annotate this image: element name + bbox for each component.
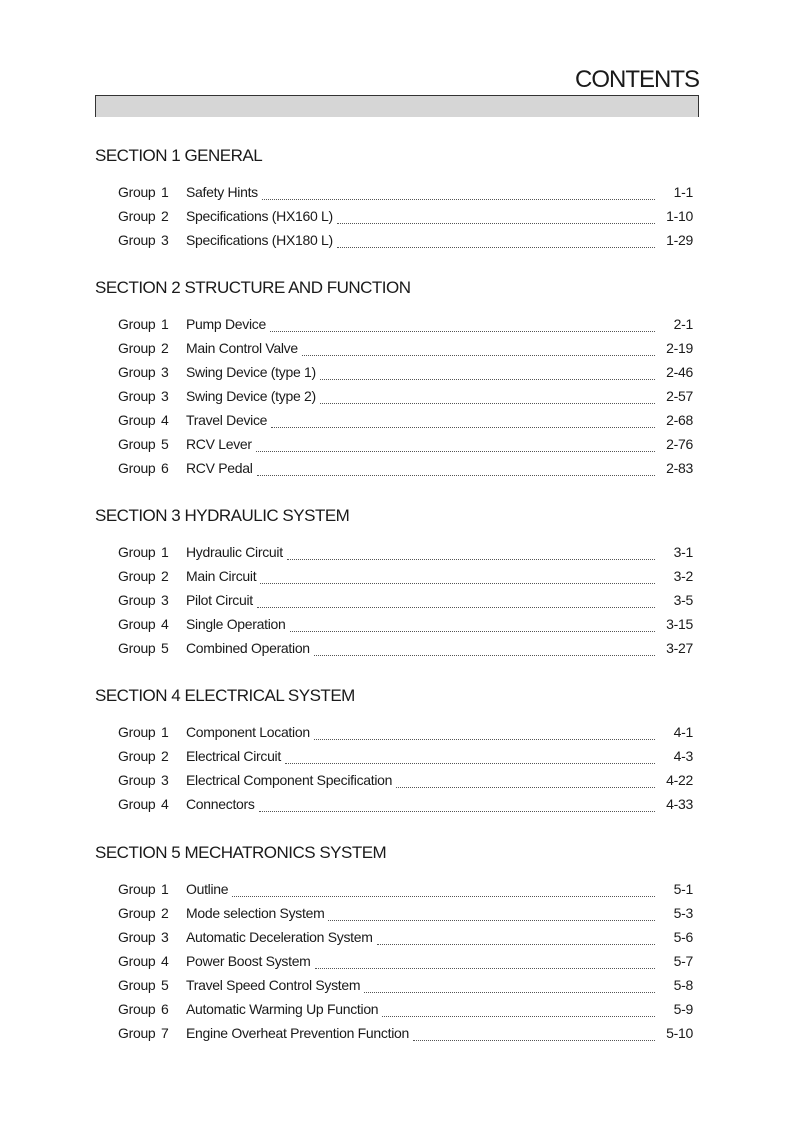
group-label: Group bbox=[118, 1001, 156, 1017]
dot-leader bbox=[364, 991, 655, 993]
group-label: Group bbox=[118, 929, 156, 945]
group-label: Group bbox=[118, 905, 156, 921]
page-number: 3-1 bbox=[673, 544, 693, 560]
section-heading: SECTION 3 HYDRAULIC SYSTEM bbox=[95, 506, 350, 525]
dot-leader bbox=[302, 354, 655, 356]
dot-leader bbox=[314, 738, 655, 740]
toc-entry[interactable] bbox=[118, 388, 693, 408]
toc-entry[interactable] bbox=[118, 208, 693, 228]
group-title: Electrical Circuit bbox=[186, 748, 281, 764]
page-number: 3-5 bbox=[673, 592, 693, 608]
group-title: RCV Pedal bbox=[186, 460, 253, 476]
dot-leader bbox=[337, 222, 655, 224]
toc-entry[interactable] bbox=[118, 1001, 693, 1021]
page-number: 5-3 bbox=[673, 905, 693, 921]
dot-leader bbox=[377, 943, 655, 945]
toc-entry[interactable] bbox=[118, 724, 693, 744]
page-number: 4-33 bbox=[666, 796, 693, 812]
group-label: Group bbox=[118, 977, 156, 993]
toc-entry[interactable] bbox=[118, 436, 693, 456]
toc-entry[interactable] bbox=[118, 340, 693, 360]
dot-leader bbox=[382, 1015, 655, 1017]
group-title: Single Operation bbox=[186, 616, 286, 632]
group-number: 2 bbox=[161, 748, 169, 764]
group-title: Swing Device (type 1) bbox=[186, 364, 316, 380]
group-title: Swing Device (type 2) bbox=[186, 388, 316, 404]
toc-entry[interactable] bbox=[118, 640, 693, 660]
group-number: 3 bbox=[161, 592, 169, 608]
dot-leader bbox=[315, 967, 655, 969]
group-label: Group bbox=[118, 616, 156, 632]
group-label: Group bbox=[118, 316, 156, 332]
dot-leader bbox=[232, 895, 655, 897]
page-number: 1-29 bbox=[666, 232, 693, 248]
group-title: RCV Lever bbox=[186, 436, 252, 452]
page-title: CONTENTS bbox=[575, 66, 699, 93]
toc-entry[interactable] bbox=[118, 905, 693, 925]
toc-entry[interactable] bbox=[118, 929, 693, 949]
dot-leader bbox=[262, 198, 655, 200]
dot-leader bbox=[396, 786, 655, 788]
page-number: 2-68 bbox=[666, 412, 693, 428]
group-number: 3 bbox=[161, 232, 169, 248]
page-number: 3-2 bbox=[673, 568, 693, 584]
page-number: 4-3 bbox=[673, 748, 693, 764]
group-label: Group bbox=[118, 1025, 156, 1041]
page-number: 1-10 bbox=[666, 208, 693, 224]
group-title: Mode selection System bbox=[186, 905, 325, 921]
group-number: 4 bbox=[161, 412, 169, 428]
group-number: 1 bbox=[161, 881, 169, 897]
group-title: Pump Device bbox=[186, 316, 266, 332]
page-number: 2-83 bbox=[666, 460, 693, 476]
page-number: 2-1 bbox=[673, 316, 693, 332]
page-number: 1-1 bbox=[673, 184, 693, 200]
toc-entry[interactable] bbox=[118, 412, 693, 432]
toc-entry[interactable] bbox=[118, 568, 693, 588]
section-heading: SECTION 2 STRUCTURE AND FUNCTION bbox=[95, 278, 411, 297]
dot-leader bbox=[285, 762, 655, 764]
group-label: Group bbox=[118, 460, 156, 476]
dot-leader bbox=[257, 474, 655, 476]
group-number: 6 bbox=[161, 1001, 169, 1017]
dot-leader bbox=[271, 426, 655, 428]
group-label: Group bbox=[118, 592, 156, 608]
group-label: Group bbox=[118, 340, 156, 356]
group-number: 2 bbox=[161, 568, 169, 584]
toc-entry[interactable] bbox=[118, 1025, 693, 1045]
group-number: 4 bbox=[161, 616, 169, 632]
toc-entry[interactable] bbox=[118, 184, 693, 204]
group-title: Main Control Valve bbox=[186, 340, 298, 356]
page-number: 4-22 bbox=[666, 772, 693, 788]
group-label: Group bbox=[118, 881, 156, 897]
toc-entry[interactable] bbox=[118, 772, 693, 792]
group-label: Group bbox=[118, 640, 156, 656]
group-number: 2 bbox=[161, 905, 169, 921]
dot-leader bbox=[290, 630, 656, 632]
page-number: 3-27 bbox=[666, 640, 693, 656]
toc-entry[interactable] bbox=[118, 544, 693, 564]
group-number: 6 bbox=[161, 460, 169, 476]
toc-entry[interactable] bbox=[118, 460, 693, 480]
dot-leader bbox=[337, 246, 655, 248]
dot-leader bbox=[259, 810, 655, 812]
page-number: 3-15 bbox=[666, 616, 693, 632]
group-label: Group bbox=[118, 724, 156, 740]
group-number: 5 bbox=[161, 640, 169, 656]
group-label: Group bbox=[118, 208, 156, 224]
group-number: 7 bbox=[161, 1025, 169, 1041]
group-number: 3 bbox=[161, 364, 169, 380]
dot-leader bbox=[260, 582, 655, 584]
group-label: Group bbox=[118, 544, 156, 560]
page-number: 5-1 bbox=[673, 881, 693, 897]
group-label: Group bbox=[118, 436, 156, 452]
group-title: Hydraulic Circuit bbox=[186, 544, 283, 560]
section-heading: SECTION 1 GENERAL bbox=[95, 146, 263, 165]
dot-leader bbox=[314, 654, 655, 656]
group-number: 2 bbox=[161, 340, 169, 356]
group-title: Specifications (HX160 L) bbox=[186, 208, 333, 224]
group-number: 3 bbox=[161, 388, 169, 404]
group-title: Main Circuit bbox=[186, 568, 257, 584]
group-title: Electrical Component Specification bbox=[186, 772, 393, 788]
toc-entry[interactable] bbox=[118, 364, 693, 384]
group-title: Power Boost System bbox=[186, 953, 311, 969]
group-number: 1 bbox=[161, 544, 169, 560]
toc-entry[interactable] bbox=[118, 616, 693, 636]
group-label: Group bbox=[118, 796, 156, 812]
group-number: 1 bbox=[161, 184, 169, 200]
dot-leader bbox=[256, 450, 655, 452]
dot-leader bbox=[270, 330, 655, 332]
toc-entry[interactable] bbox=[118, 881, 693, 901]
page-number: 2-19 bbox=[666, 340, 693, 356]
group-number: 3 bbox=[161, 929, 169, 945]
group-number: 5 bbox=[161, 977, 169, 993]
group-title: Specifications (HX180 L) bbox=[186, 232, 333, 248]
group-title: Travel Device bbox=[186, 412, 268, 428]
page-number: 5-9 bbox=[673, 1001, 693, 1017]
toc-entry[interactable] bbox=[118, 232, 693, 252]
group-label: Group bbox=[118, 953, 156, 969]
group-title: Outline bbox=[186, 881, 229, 897]
page-number: 2-76 bbox=[666, 436, 693, 452]
group-number: 4 bbox=[161, 953, 169, 969]
group-title: Automatic Deceleration System bbox=[186, 929, 373, 945]
group-label: Group bbox=[118, 232, 156, 248]
group-number: 5 bbox=[161, 436, 169, 452]
toc-entry[interactable] bbox=[118, 592, 693, 612]
dot-leader bbox=[320, 402, 655, 404]
dot-leader bbox=[287, 558, 655, 560]
group-number: 2 bbox=[161, 208, 169, 224]
group-title: Connectors bbox=[186, 796, 255, 812]
group-number: 4 bbox=[161, 796, 169, 812]
toc-entry[interactable] bbox=[118, 953, 693, 973]
page-number: 5-10 bbox=[666, 1025, 693, 1041]
section-heading: SECTION 5 MECHATRONICS SYSTEM bbox=[95, 843, 387, 862]
toc-entry[interactable] bbox=[118, 977, 693, 997]
group-label: Group bbox=[118, 388, 156, 404]
page-number: 5-7 bbox=[673, 953, 693, 969]
dot-leader bbox=[257, 606, 655, 608]
page-number: 4-1 bbox=[673, 724, 693, 740]
dot-leader bbox=[413, 1039, 655, 1041]
group-title: Component Location bbox=[186, 724, 310, 740]
page-number: 2-46 bbox=[666, 364, 693, 380]
group-title: Safety Hints bbox=[186, 184, 258, 200]
group-number: 1 bbox=[161, 316, 169, 332]
group-label: Group bbox=[118, 184, 156, 200]
group-label: Group bbox=[118, 568, 156, 584]
group-title: Pilot Circuit bbox=[186, 592, 253, 608]
group-label: Group bbox=[118, 748, 156, 764]
dot-leader bbox=[328, 919, 655, 921]
group-number: 1 bbox=[161, 724, 169, 740]
group-label: Group bbox=[118, 364, 156, 380]
dot-leader bbox=[320, 378, 655, 380]
title-bar bbox=[95, 95, 699, 117]
group-title: Travel Speed Control System bbox=[186, 977, 361, 993]
group-title: Combined Operation bbox=[186, 640, 310, 656]
group-label: Group bbox=[118, 772, 156, 788]
toc-entry[interactable] bbox=[118, 796, 693, 816]
toc-entry[interactable] bbox=[118, 316, 693, 336]
page-number: 2-57 bbox=[666, 388, 693, 404]
group-title: Automatic Warming Up Function bbox=[186, 1001, 379, 1017]
toc-entry[interactable] bbox=[118, 748, 693, 768]
group-label: Group bbox=[118, 412, 156, 428]
page-number: 5-6 bbox=[673, 929, 693, 945]
page-number: 5-8 bbox=[673, 977, 693, 993]
group-number: 3 bbox=[161, 772, 169, 788]
section-heading: SECTION 4 ELECTRICAL SYSTEM bbox=[95, 686, 355, 705]
group-title: Engine Overheat Prevention Function bbox=[186, 1025, 409, 1041]
